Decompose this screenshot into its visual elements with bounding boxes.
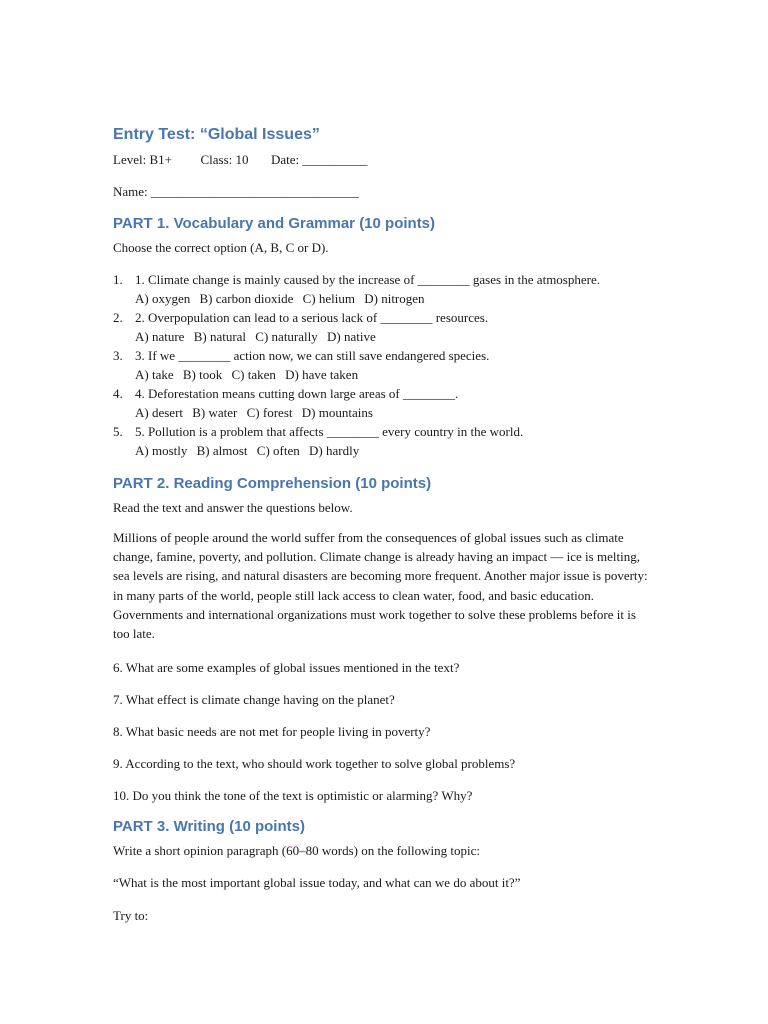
reading-question: 6. What are some examples of global issues mentioned in the text? xyxy=(113,660,460,675)
option: B) water xyxy=(192,405,238,420)
reading-question: 10. Do you think the tone of the text is optimistic or alarming? Why? xyxy=(113,788,473,803)
question-text: 4. Deforestation means cutting down large areas of ________. xyxy=(135,386,459,401)
part3-instruction: Write a short opinion paragraph (60–80 words) on the following topic: xyxy=(113,843,481,858)
part1-heading: PART 1. Vocabulary and Grammar (10 points) xyxy=(113,215,436,232)
option: C) taken xyxy=(231,367,276,382)
option: B) took xyxy=(182,367,223,382)
question-options xyxy=(135,289,431,308)
question-options xyxy=(135,441,365,460)
option: A) oxygen xyxy=(135,291,191,306)
question-text: 3. If we ________ action now, we can still save endangered species. xyxy=(135,348,490,363)
reading-question: 8. What basic needs are not met for people living in poverty? xyxy=(113,724,431,739)
option: B) carbon dioxide xyxy=(199,291,294,306)
option: A) nature xyxy=(135,329,185,344)
document-title: Entry Test: “Global Issues” xyxy=(113,126,320,143)
option: A) take xyxy=(135,367,174,382)
question-number: 2. xyxy=(113,310,123,325)
date-label: Date: __________ xyxy=(271,152,368,167)
option: C) helium xyxy=(302,291,355,306)
question-number: 3. xyxy=(113,348,123,363)
question-number: 5. xyxy=(113,424,123,439)
option: C) forest xyxy=(246,405,293,420)
name-line: Name: ________________________________ xyxy=(113,184,359,199)
question-number: 4. xyxy=(113,386,123,401)
reading-question: 9. According to the text, who should work together to solve global problems? xyxy=(113,756,516,771)
reading-question: 7. What effect is climate change having on the planet? xyxy=(113,692,395,707)
question-options xyxy=(135,327,382,346)
writing-topic: “What is the most important global issue today, and what can we do about it?” xyxy=(113,875,521,890)
question-text: 2. Overpopulation can lead to a serious lack of ________ resources. xyxy=(135,310,489,325)
option: B) natural xyxy=(193,329,247,344)
level-label: Level: B1+ xyxy=(113,152,172,167)
option: A) mostly xyxy=(135,443,188,458)
reading-passage: Millions of people around the world suffer from the consequences of global issues such as climate change, famine, poverty, and pollution. Climate change is already having an impact — ice is melting, sea levels are rising, and natural disasters are becoming more frequent. Another major issue is poverty: in many parts of the world, people still lack access to clean water, food, and basic education. Governments and international organizations must work together to solve these problems before it is too late. xyxy=(113,530,648,642)
option: D) mountains xyxy=(301,405,373,420)
option: C) naturally xyxy=(255,329,318,344)
option: B) almost xyxy=(196,443,248,458)
question-text: 1. Climate change is mainly caused by the increase of ________ gases in the atmosphere. xyxy=(135,272,600,287)
part3-heading: PART 3. Writing (10 points) xyxy=(113,818,305,835)
part1-instruction: Choose the correct option (A, B, C or D). xyxy=(113,240,329,255)
option: A) desert xyxy=(135,405,184,420)
option: C) often xyxy=(256,443,300,458)
question-text: 5. Pollution is a problem that affects ________ every country in the world. xyxy=(135,424,524,439)
class-label: Class: 10 xyxy=(200,152,249,167)
part1-question-list xyxy=(113,270,658,460)
part2-heading: PART 2. Reading Comprehension (10 points) xyxy=(113,475,432,492)
question-options xyxy=(135,365,364,384)
option: D) nitrogen xyxy=(364,291,425,306)
option: D) have taken xyxy=(285,367,359,382)
question-number: 1. xyxy=(113,272,123,287)
part2-instruction: Read the text and answer the questions below. xyxy=(113,500,353,515)
try-to-label: Try to: xyxy=(113,908,149,923)
meta-line xyxy=(113,150,367,169)
question-options xyxy=(135,403,379,422)
option: D) hardly xyxy=(309,443,360,458)
option: D) native xyxy=(327,329,376,344)
